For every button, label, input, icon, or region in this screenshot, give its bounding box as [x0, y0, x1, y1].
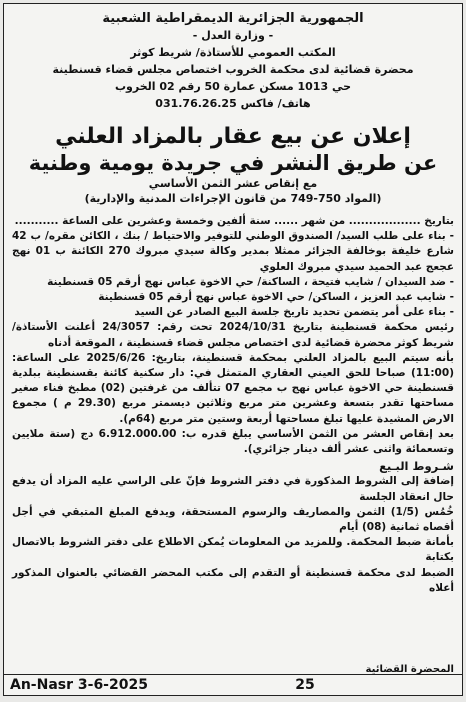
notice-body [12, 214, 454, 596]
requester-paragraph: - بناء على طلب السيد/ الصندوق الوطني للتوفير والاحتياط / بنك ، الكائن مقره/ ب 42 شارع خليفة بوخالفة الجزائر ممثلا بمدير وكالة سيدي مبروك 270 الكائنة ب 01 نهج عجعج عبد الحميد سيدي مبروك العلوي [12, 230, 454, 273]
title-line-2: عن طريق النشر في جريدة يومية وطنية [28, 151, 438, 175]
notice-header [12, 10, 454, 112]
condition-4: الضبط لدى محكمة قسنطينة أو التقدم إلى مكتب المحضر القضائي بالعنوان المذكور أعلاه [12, 566, 454, 594]
newspaper-notice [3, 3, 463, 696]
order-paragraph: - بناء على أمر يتضمن تحديد تاريخ جلسة البيع الصادر عن السيد [134, 306, 454, 319]
date-paragraph: بتاريخ .................. من شهر ...... سنة ألفين وخمسة وعشرين على الساعة ........... [14, 215, 454, 227]
condition-2: خُمُس (1/5) الثمن والمصاريف والرسوم المستحقة، ويدفع المبلغ المتبقي في أجل أقصاه ثمانية (08) أيام [12, 505, 454, 534]
republic-line: الجمهورية الجزائرية الديمقراطية الشعبية [102, 11, 364, 26]
defendant-paragraph-2: - شايب عبد العزيز ، الساكن/ حي الاخوة عباس نهج أرقم 05 قسنطينة [98, 291, 454, 304]
court-paragraph: رئيس محكمة قسنطينة بتاريخ 2024/10/31 تحت رقم: 24/3057 أعلنت الأستاذة/ شريط كوثر محضرة قضائية لدى اختصاص مجلس قضاء قسنطينة ، الموقعة أدناه [12, 321, 454, 349]
phone-line [12, 95, 454, 112]
conditions-title: شـروط البـيع [379, 459, 454, 474]
bailiff-line: محضرة قضائية لدى محكمة الخروب اختصاص مجلس قضاء قسنطينة [52, 63, 414, 76]
condition-3: بأمانة ضبط المحكمة. وللمزيد من المعلومات يُمكن الاطلاع على دفتر الشروط بالاتصال بكتابة [12, 536, 454, 564]
office-line: المكتب العمومي للأستاذة/ شريط كوثر [130, 46, 336, 59]
title-line-3: مع إنقاص عشر الثمن الأساسي [148, 177, 318, 190]
notice-title [12, 124, 454, 206]
defendant-paragraph-1: - ضد السيدان / شايب فتيحة ، الساكنة/ حي الاخوة عباس نهج أرقم 05 قسنطينة [47, 275, 454, 288]
price-paragraph: بعد إنقاص العشر من الثمن الأساسي يبلغ قدره ب: 6.912.000.00 دج (ستة ملايين وتسعمائة واثنى عشر ألف دينار جزائري). [12, 427, 454, 456]
title-line-1: إعلان عن بيع عقار بالمزاد العلني [55, 124, 411, 149]
page-footer [4, 674, 462, 695]
signature-label: المحضرة القضائية [365, 664, 454, 675]
sale-paragraph: بأنه سيتم البيع بالمزاد العلني بمحكمة قسنطينة، بتاريخ: 2025/6/26 على الساعة: (11:00) صباحا للحق العيني العقاري المتمثل في: دار سكنية كائنة بقسنطينة ببلدية قسنطينة حي الاخوة عباس نهج ب مجمع 07 تتألف من غرفتين (02) مطبخ فناء صغير مساحتها تقدر بتسعة وعشرين متر مربع وثلاثين ديسمتر مربع (29.30 م ) مجموع الارض المشيدة عليها تبلغ مساحتها أربعة وستين متر مربع (64م). [12, 351, 454, 425]
publication-date: An-Nasr 3-6-2025 [10, 677, 148, 693]
page-number: 25 [295, 677, 315, 693]
title-line-4: (المواد 750-749 من قانون الإجراءات المدنية والإدارية) [84, 192, 382, 205]
phone-label: هاتف/ فاكس [240, 97, 311, 110]
phone-number: 031.76.26.25 [155, 97, 237, 110]
ministry-line: - وزارة العدل - [192, 29, 274, 42]
condition-1: إضافة إلى الشروط المذكورة في دفتر الشروط فإنّ على الراسي عليه المزاد أن يدفع حال انعقاد الجلسة [12, 475, 454, 503]
address-line: حي 1013 مسكن عمارة 50 رقم 02 الخروب [114, 80, 351, 93]
